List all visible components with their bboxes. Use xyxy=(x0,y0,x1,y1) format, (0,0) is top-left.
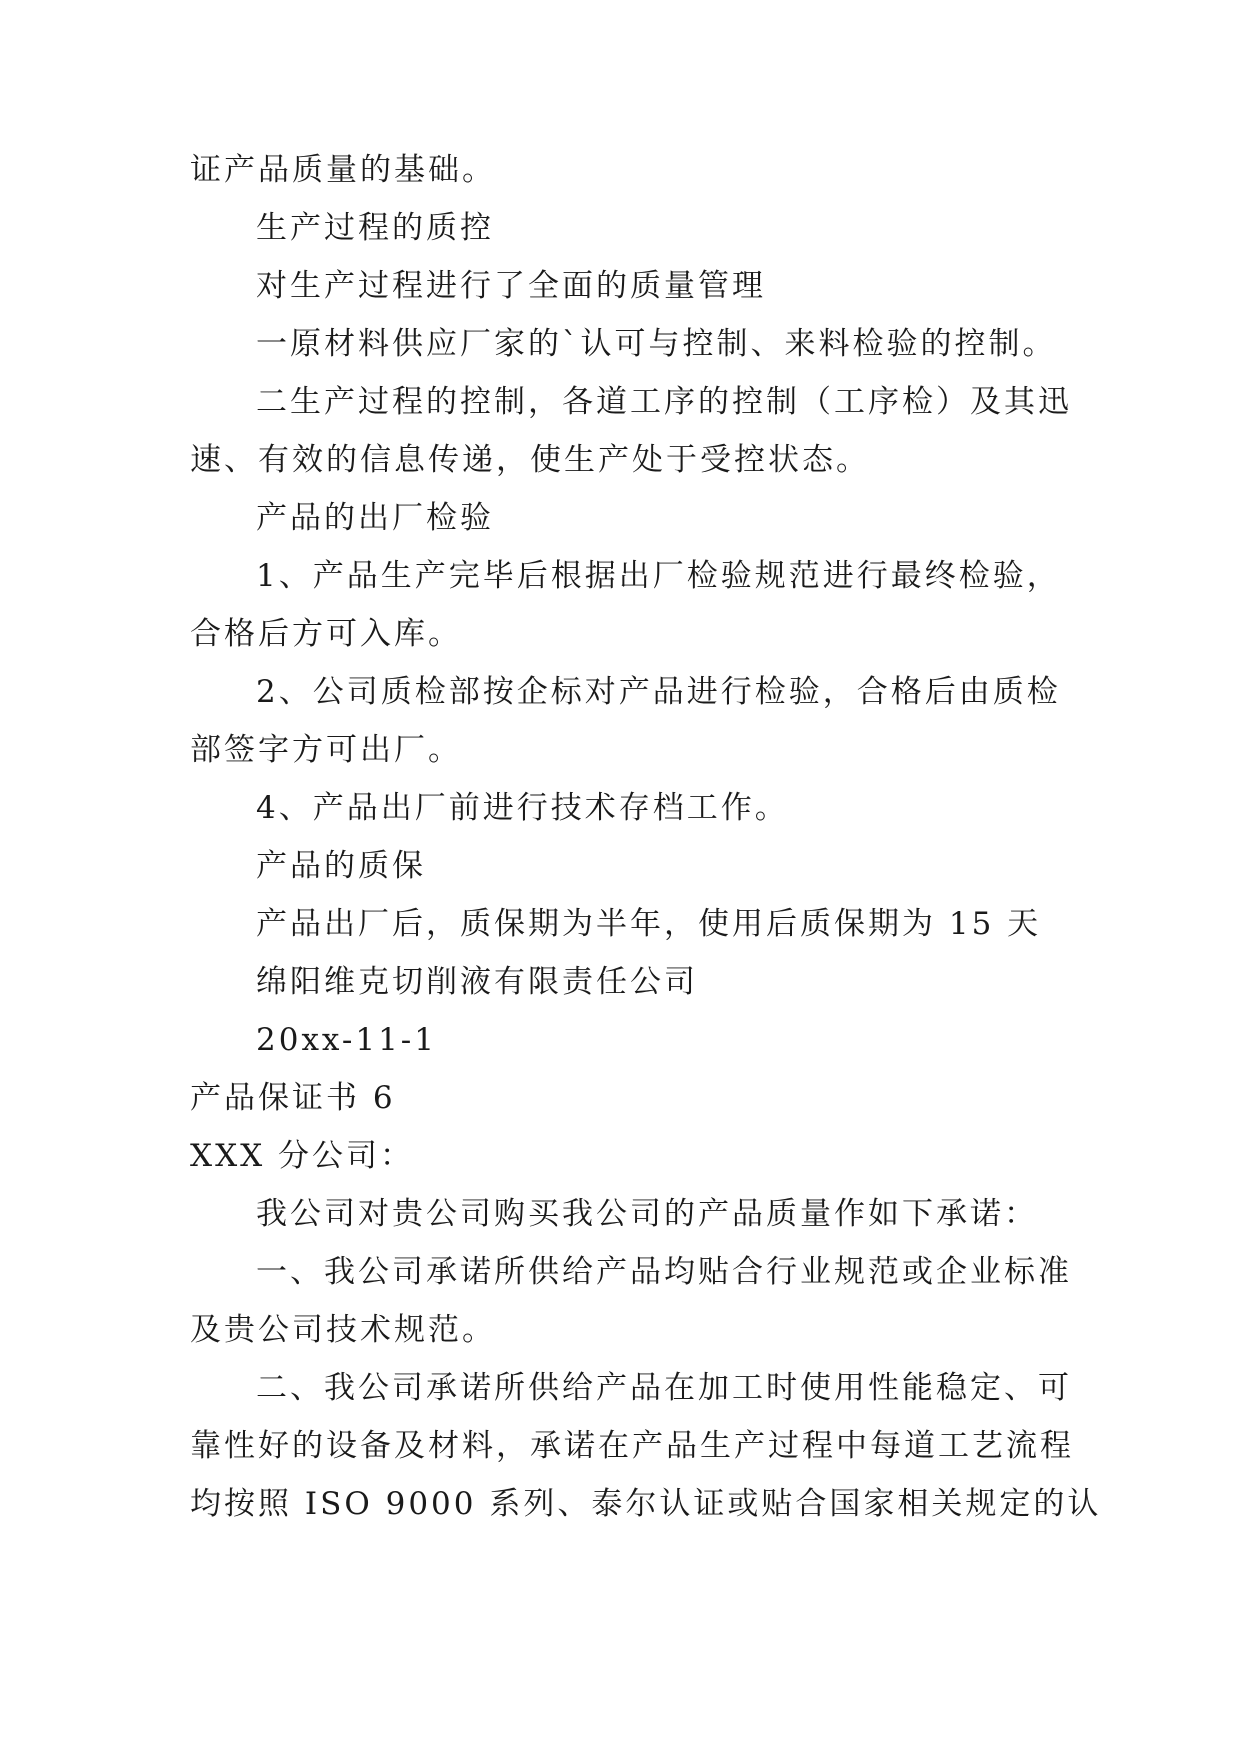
paragraph-line: 二、我公司承诺所供给产品在加工时使用性能稳定、可 xyxy=(256,1370,1072,1406)
company-name: 绵阳维克切削液有限责任公司 xyxy=(256,964,698,1000)
paragraph-line: 对生产过程进行了全面的质量管理 xyxy=(256,268,766,304)
paragraph-line: 4、产品出厂前进行技术存档工作。 xyxy=(256,790,789,826)
paragraph-line: 合格后方可入库。 xyxy=(190,616,462,652)
document-title: 产品保证书 6 xyxy=(190,1080,396,1116)
paragraph-line: 2、公司质检部按企标对产品进行检验，合格后由质检 xyxy=(256,674,1061,710)
paragraph-line: 部签字方可出厂。 xyxy=(190,732,462,768)
paragraph-line: 1、产品生产完毕后根据出厂检验规范进行最终检验， xyxy=(256,558,1061,594)
paragraph-line: 一原材料供应厂家的`认可与控制、来料检验的控制。 xyxy=(256,326,1057,362)
section-heading: 产品的质保 xyxy=(256,848,426,884)
paragraph-line: 均按照 ISO 9000 系列、泰尔认证或贴合国家相关规定的认 xyxy=(190,1486,1102,1522)
paragraph-line: 靠性好的设备及材料，承诺在产品生产过程中每道工艺流程 xyxy=(190,1428,1074,1464)
document-date: 20xx-11-1 xyxy=(256,1022,437,1058)
paragraph-line: 我公司对贵公司购买我公司的产品质量作如下承诺： xyxy=(256,1196,1038,1232)
paragraph-line: 一、我公司承诺所供给产品均贴合行业规范或企业标准 xyxy=(256,1254,1072,1290)
section-heading: 生产过程的质控 xyxy=(256,210,494,246)
paragraph-line: 产品出厂后，质保期为半年，使用后质保期为 15 天 xyxy=(256,906,1042,942)
paragraph-line: 及贵公司技术规范。 xyxy=(190,1312,496,1348)
recipient-salutation: XXX 分公司： xyxy=(190,1138,415,1174)
paragraph-line: 证产品质量的基础。 xyxy=(190,152,496,188)
paragraph-line: 二生产过程的控制，各道工序的控制（工序检）及其迅 xyxy=(256,384,1072,420)
section-heading: 产品的出厂检验 xyxy=(256,500,494,536)
paragraph-line: 速、有效的信息传递，使生产处于受控状态。 xyxy=(190,442,870,478)
